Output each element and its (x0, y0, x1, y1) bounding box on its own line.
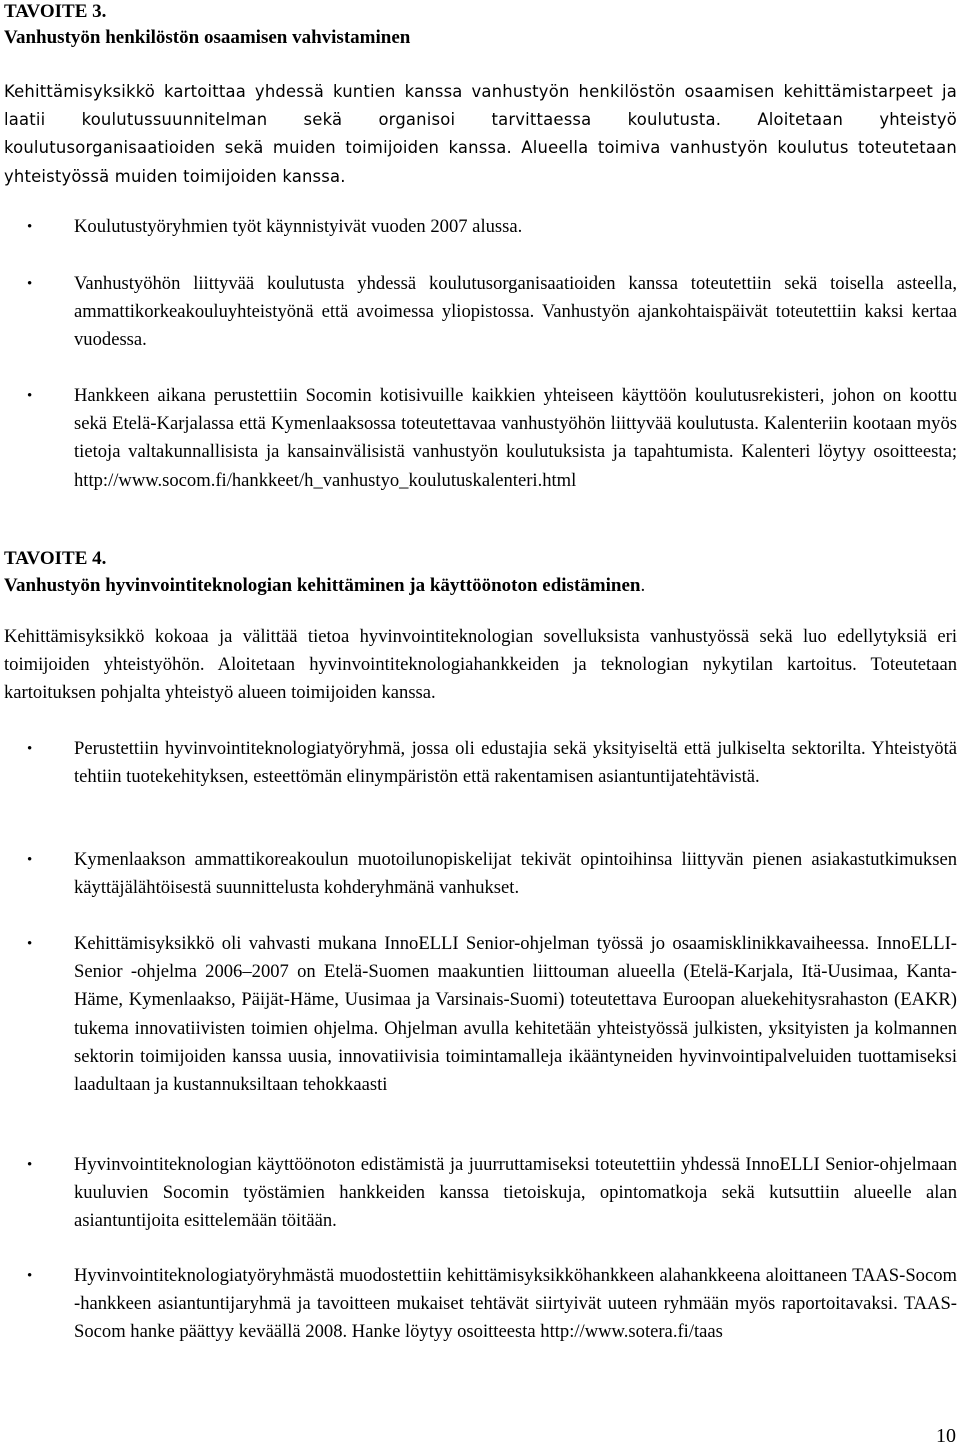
bullet-text: Kymenlaakson ammattikoreakoulun muotoilunopiskelijat tekivät opintoihinsa liittyvän pienen asiakastutkimuksen käyttäjälähtöisestä suunnittelusta kohderyhmänä vanhukset. (74, 849, 957, 899)
bullet-text: Hyvinvointiteknologiatyöryhmästä muodostettiin kehittämisyksikköhankkeen alahankkeena aloittaneen TAAS-Socom -hankkeen asiantuntijaryhmä ja tavoitteen mukaiset tehtävät siirtyivät uuteen ryhmään myös raportoitavaksi. TAAS-Socom hanke päättyy keväällä 2008. Hanke löytyy osoitteesta http://www.sotera.fi/taas (74, 1265, 957, 1343)
bullet-icon: • (27, 741, 33, 757)
bullet-text: Kehittämisyksikkö oli vahvasti mukana InnoELLI Senior-ohjelman työssä jo osaamisklinikkavaiheessa. InnoELLI-Senior -ohjelma 2006–2007 on Etelä-Suomen maakuntien liittouman alueella (Etelä-Karjala, Itä-Uusimaa, Kanta-Häme, Kymenlaakso, Päijät-Häme, Uusimaa ja Varsinais-Suomi) toteutettava Euroopan aluekehitysrahaston (EAKR) tukema innovatiivisten toimien ohjelma. Ohjelman avulla kehitetään yhteistyössä julkisten, yksityisten ja kolmannen sektorin toimijoiden kanssa uusia, innovatiivisia toimintamalleja ikääntyneiden hyvinvointipalveluiden tuottamiseksi laadultaan ja kustannuksiltaan tehokkaasti (74, 933, 957, 1096)
section4-title: Vanhustyön hyvinvointiteknologian kehittäminen ja käyttöönoton edistäminen (4, 575, 641, 596)
section4-label: TAVOITE 4. (4, 548, 107, 569)
section3-title: Vanhustyön henkilöstön osaamisen vahvistaminen (4, 27, 411, 48)
section3-label: TAVOITE 3. (4, 1, 107, 22)
section4-title-line (4, 574, 645, 598)
bullet-text: Koulutustyöryhmien työt käynnistyivät vuoden 2007 alussa. (74, 216, 523, 237)
bullet-icon: • (27, 1157, 33, 1173)
bullet-icon: • (27, 1268, 33, 1284)
section4-title-end: . (640, 575, 646, 596)
bullet-text: Vanhustyöhön liittyvää koulutusta yhdessä koulutusorganisaatioiden kanssa toteutettiin sekä toisella asteella, ammattikorkeakouluyhteistyönä että avoimessa yliopistossa. Vanhustyön ajankohtaispäivät toteutettiin kaksi kertaa vuodessa. (74, 273, 957, 351)
bullet-icon: • (27, 276, 33, 292)
bullet-icon: • (27, 852, 33, 868)
bullet-icon: • (27, 936, 33, 952)
section3-intro: Kehittämisyksikkö kartoittaa yhdessä kuntien kanssa vanhustyön henkilöstön osaamisen kehittämistarpeet ja laatii koulutussuunnitelman sekä organisoi tarvittaessa koulutusta. Aloitetaan yhteistyö koulutusorganisaatioiden sekä muiden toimijoiden kanssa. Alueella toimiva vanhustyön koulutus toteutetaan yhteistyössä muiden toimijoiden kanssa. (4, 82, 957, 186)
bullet-text: Hyvinvointiteknologian käyttöönoton edistämistä ja juurruttamiseksi toteutettiin yhdessä InnoELLI Senior-ohjelmaan kuuluvien Socomin työstämien hankkeiden kanssa tietoiskuja, opintomatkoja sekä kutsuttiin alueelle alan asiantuntijoita esittelemään töitään. (74, 1154, 957, 1232)
bullet-icon: • (27, 388, 33, 404)
bullet-text: Perustettiin hyvinvointiteknologiatyöryhmä, jossa oli edustajia sekä yksityiseltä että julkiselta sektorilta. Yhteistyötä tehtiin tuotekehityksen, esteettömän elinympäristön että rakentamisen asiantuntijatehtävistä. (74, 738, 957, 788)
page-number: 10 (936, 1425, 956, 1447)
section4-intro: Kehittämisyksikkö kokoaa ja välittää tietoa hyvinvointiteknologian sovelluksista vanhustyössä sekä luo edellytyksiä eri toimijoiden yhteistyöhön. Aloitetaan hyvinvointiteknologiahankkeiden ja teknologian nykytilan kartoitus. Toteutetaan kartoituksen pohjalta yhteistyö alueen toimijoiden kanssa. (4, 626, 957, 704)
bullet-icon: • (27, 219, 33, 235)
bullet-text: Hankkeen aikana perustettiin Socomin kotisivuille kaikkien yhteiseen käyttöön koulutusrekisteri, johon on koottu sekä Etelä-Karjalassa että Kymenlaaksossa toteutettavaa vanhustyöhön liittyvää koulutusta. Kalenteriin kootaan myös tietoja valtakunnallisista ja kansainvälisistä vanhustyön koulutuksista ja tapahtumista. Kalenteri löytyy osoitteesta; http://www.socom.fi/hankkeet/h_vanhustyo_koulutuskalenteri.html (74, 385, 957, 491)
